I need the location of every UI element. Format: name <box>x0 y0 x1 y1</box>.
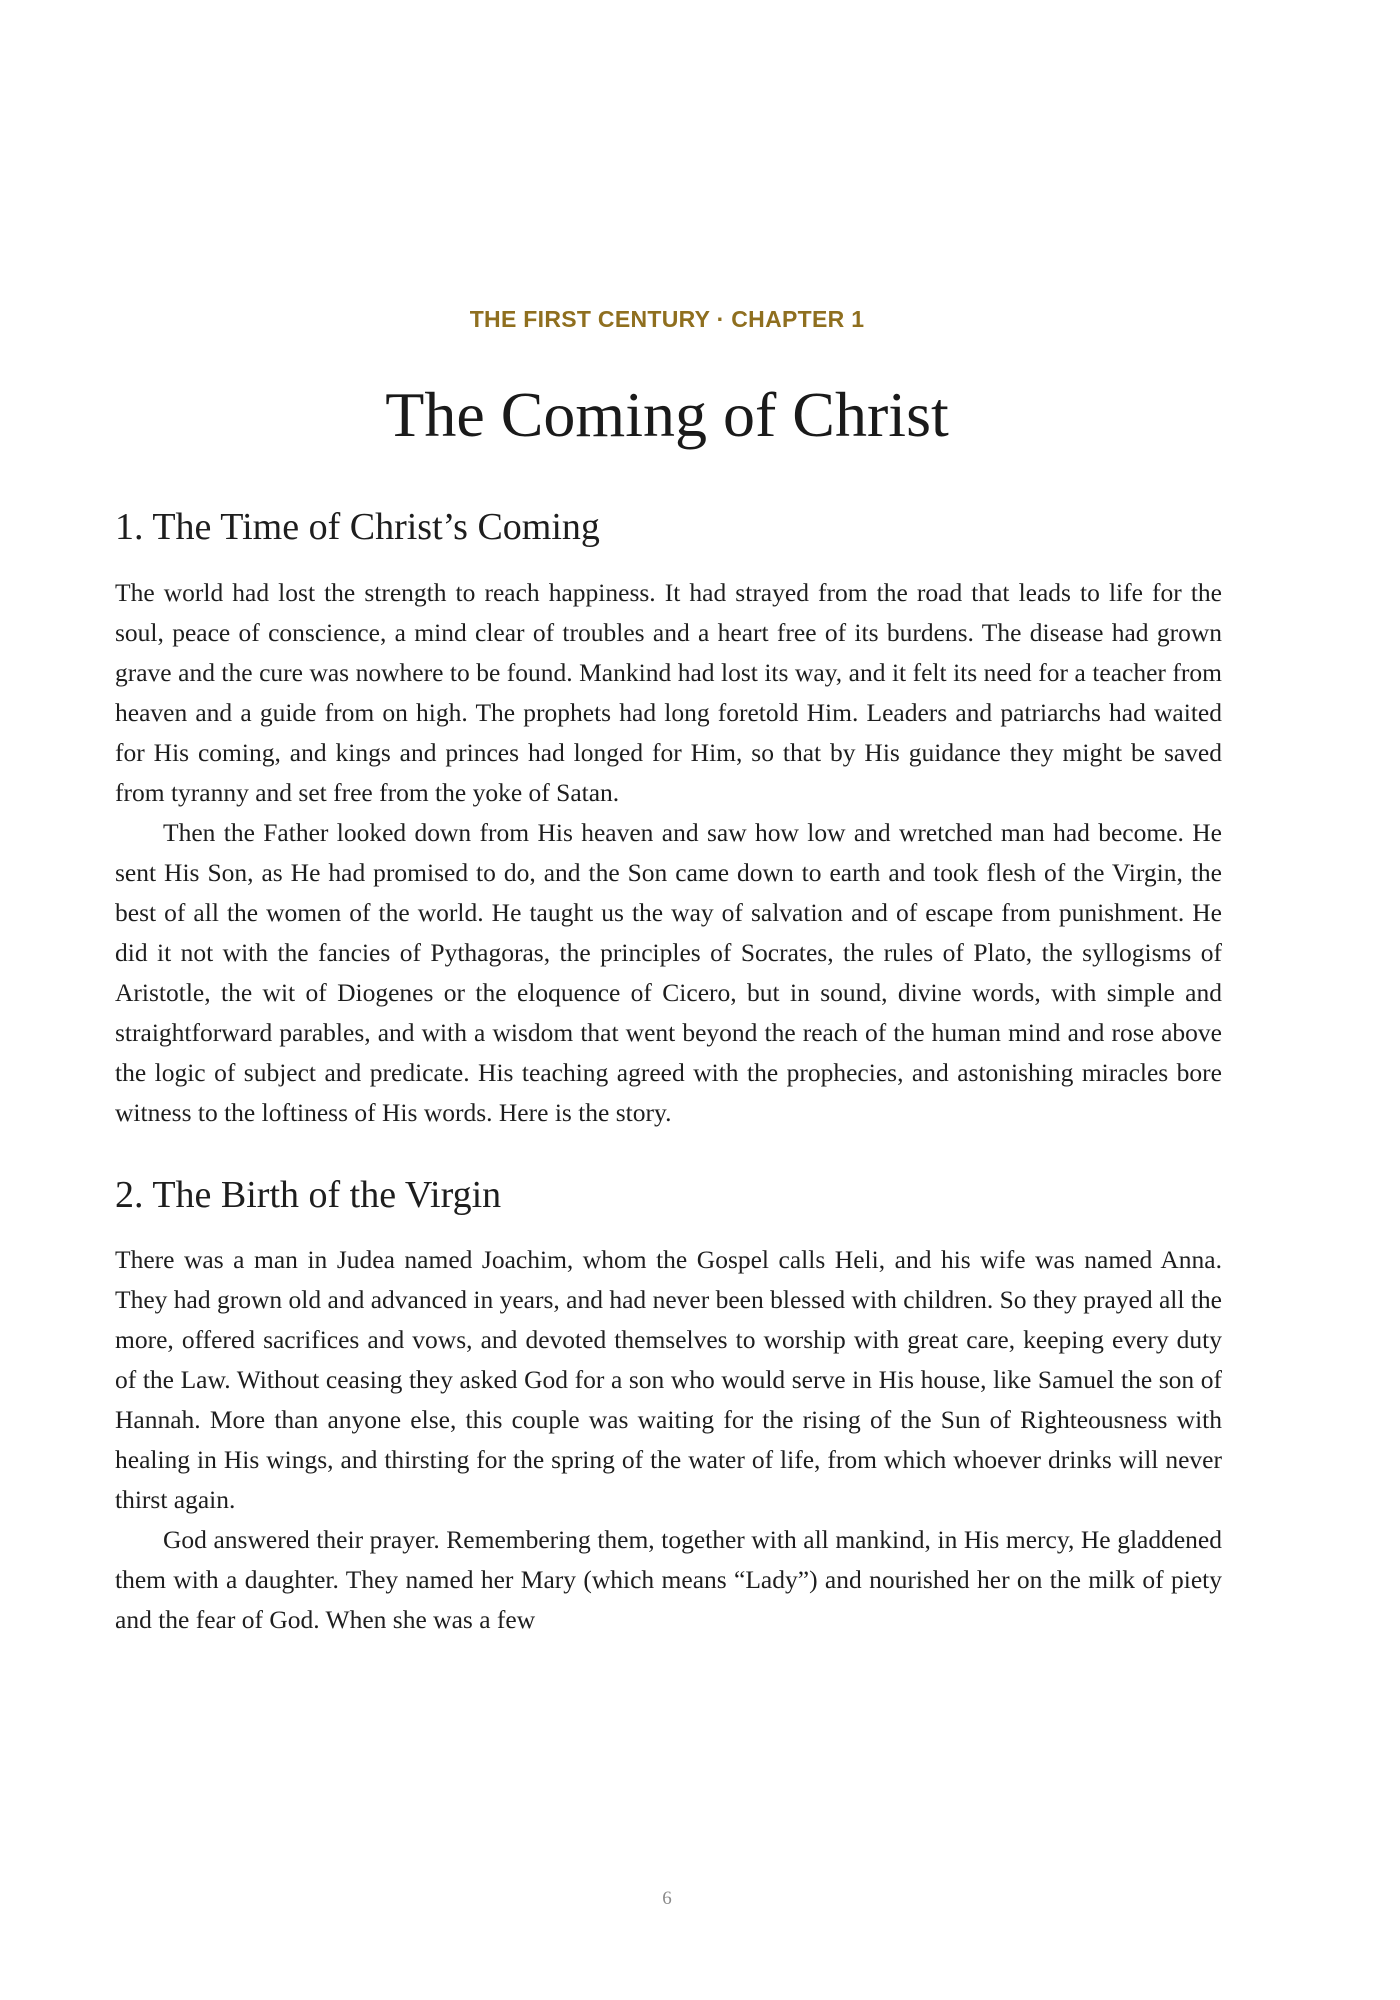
section-birth-of-the-virgin <box>115 1173 1222 1641</box>
paragraph: The world had lost the strength to reach happiness. It had strayed from the road that leads to life for the soul, peace of conscience, a mind clear of troubles and a heart free of its burdens. The disease had grown grave and the cure was nowhere to be found. Mankind had lost its way, and it felt its need for a teacher from heaven and a guide from on high. The prophets had long foretold Him. Leaders and patriarchs had waited for His coming, and kings and princes had longed for Him, so that by His guidance they might be saved from tyranny and set free from the yoke of Satan. <box>115 577 1222 807</box>
page-number: 6 <box>662 1888 672 1909</box>
section-time-of-christs-coming <box>115 505 1222 1133</box>
paragraph: God answered their prayer. Remembering them, together with all mankind, in His mercy, He gladdened them with a daughter. They named her Mary (which means “Lady”) and nourished her on the milk of piety and the fear of God. When she was a few <box>115 1525 1222 1635</box>
paragraph: There was a man in Judea named Joachim, whom the Gospel calls Heli, and his wife was named Anna. They had grown old and advanced in years, and had never been blessed with children. So they prayed all the more, offered sacrifices and vows, and devoted themselves to worship with great care, keeping every duty of the Law. Without ceasing they asked God for a son who would serve in His house, like Samuel the son of Hannah. More than anyone else, this couple was waiting for the rising of the Sun of Righteousness with healing in His wings, and thirsting for the spring of the water of life, from which whoever drinks will never thirst again. <box>115 1245 1222 1515</box>
section-heading: 2. The Birth of the Virgin <box>115 1173 502 1216</box>
paragraph: Then the Father looked down from His heaven and saw how low and wretched man had become. He sent His Son, as He had promised to do, and the Son came down to earth and took flesh of the Virgin, the best of all the women of the world. He taught us the way of salvation and of escape from punishment. He did it not with the fancies of Pythagoras, the principles of Socrates, the rules of Plato, the syllogisms of Aristotle, the wit of Diogenes or the eloquence of Cicero, but in sound, divine words, with simple and straightforward parables, and with a wisdom that went beyond the reach of the human mind and rose above the logic of subject and predicate. His teaching agreed with the prophecies, and astonishing miracles bore witness to the loftiness of His words. Here is the story. <box>115 817 1222 1127</box>
section-heading: 1. The Time of Christ’s Coming <box>115 506 600 548</box>
chapter-label: THE FIRST CENTURY · CHAPTER 1 <box>469 306 865 332</box>
chapter-title: The Coming of Christ <box>385 379 949 450</box>
page-content <box>115 505 1222 1640</box>
